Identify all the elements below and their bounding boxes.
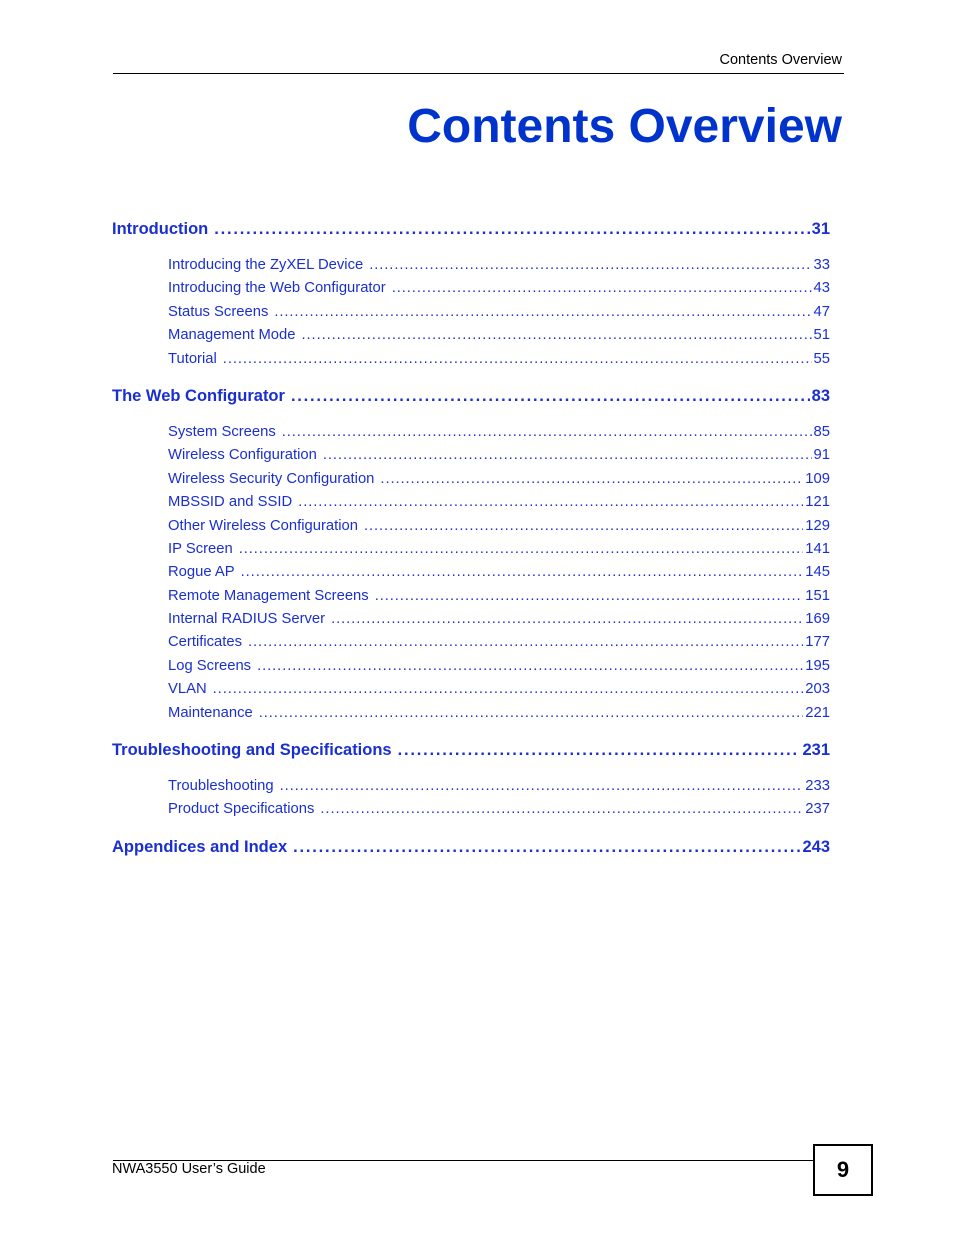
toc-chapter-label: Maintenance bbox=[168, 704, 253, 721]
toc-part-web-configurator[interactable] bbox=[112, 383, 830, 409]
toc-chapter[interactable] bbox=[168, 421, 830, 444]
toc-chapter-label: MBSSID and SSID bbox=[168, 494, 293, 511]
toc-chapter[interactable] bbox=[168, 631, 830, 654]
toc-chapter-group bbox=[112, 421, 830, 725]
toc-part-label: Appendices and Index bbox=[112, 837, 288, 856]
toc-chapter-label: Wireless Security Configuration bbox=[168, 470, 375, 487]
toc-leader bbox=[392, 277, 812, 300]
toc-chapter[interactable] bbox=[168, 301, 830, 324]
toc-leader bbox=[380, 468, 803, 491]
toc-leader bbox=[320, 798, 803, 821]
toc-page-number: 169 bbox=[805, 611, 830, 628]
toc-chapter[interactable] bbox=[168, 775, 830, 798]
toc-leader bbox=[282, 421, 812, 444]
toc-chapter[interactable] bbox=[168, 444, 830, 467]
toc-page-number: 109 bbox=[805, 470, 830, 487]
toc-page-number: 203 bbox=[805, 681, 830, 698]
toc-page-number: 221 bbox=[805, 704, 830, 721]
toc-page-number: 91 bbox=[813, 447, 830, 464]
toc-leader bbox=[331, 608, 803, 631]
page-title: Contents Overview bbox=[407, 100, 842, 153]
toc-page-number: 43 bbox=[813, 280, 830, 297]
toc-chapter-label: Troubleshooting bbox=[168, 778, 274, 795]
toc-page-number: 145 bbox=[805, 564, 830, 581]
toc-leader bbox=[239, 538, 804, 561]
toc-page-number: 47 bbox=[813, 303, 830, 320]
toc-chapter[interactable] bbox=[168, 655, 830, 678]
toc-chapter-label: Introducing the Web Configurator bbox=[168, 280, 386, 297]
toc-part-appendices[interactable] bbox=[112, 834, 830, 860]
toc-chapter[interactable] bbox=[168, 538, 830, 561]
toc-page-number: 233 bbox=[805, 778, 830, 795]
toc-page-number: 33 bbox=[813, 257, 830, 273]
toc-page-number: 243 bbox=[802, 837, 830, 856]
toc-page-number: 83 bbox=[811, 386, 830, 405]
toc-part-label: The Web Configurator bbox=[112, 386, 285, 405]
toc-part-troubleshooting[interactable] bbox=[112, 737, 830, 763]
toc-chapter[interactable] bbox=[168, 798, 830, 821]
toc-leader bbox=[364, 515, 803, 538]
toc-chapter-label: System Screens bbox=[168, 423, 276, 440]
toc-page-number: 55 bbox=[813, 350, 830, 367]
toc-page-number: 31 bbox=[811, 220, 830, 238]
table-of-contents bbox=[112, 216, 830, 872]
toc-leader bbox=[369, 254, 811, 277]
toc-chapter-label: Other Wireless Configuration bbox=[168, 517, 358, 534]
toc-chapter-label: Tutorial bbox=[168, 350, 217, 367]
toc-page-number: 129 bbox=[805, 517, 830, 534]
toc-leader bbox=[248, 631, 803, 654]
toc-chapter-label: Status Screens bbox=[168, 303, 269, 320]
toc-chapter[interactable] bbox=[168, 348, 830, 371]
toc-chapter[interactable] bbox=[168, 254, 830, 277]
toc-leader bbox=[298, 491, 803, 514]
toc-chapter[interactable] bbox=[168, 585, 830, 608]
toc-part-introduction[interactable] bbox=[112, 216, 830, 242]
toc-chapter[interactable] bbox=[168, 468, 830, 491]
footer-guide-name: NWA3550 User’s Guide bbox=[112, 1161, 266, 1177]
toc-leader bbox=[241, 561, 804, 584]
toc-chapter-group bbox=[112, 775, 830, 822]
toc-chapter-label: Management Mode bbox=[168, 327, 296, 344]
page-number-box: 9 bbox=[813, 1144, 873, 1196]
toc-part-label: Troubleshooting and Specifications bbox=[112, 741, 392, 760]
toc-leader bbox=[259, 702, 804, 725]
toc-chapter-label: Remote Management Screens bbox=[168, 587, 369, 604]
toc-page-number: 141 bbox=[805, 540, 830, 557]
toc-chapter[interactable] bbox=[168, 608, 830, 631]
toc-page-number: 121 bbox=[805, 494, 830, 511]
toc-page-number: 195 bbox=[805, 657, 830, 674]
toc-leader bbox=[223, 348, 812, 371]
toc-chapter[interactable] bbox=[168, 277, 830, 300]
toc-chapter[interactable] bbox=[168, 491, 830, 514]
toc-leader bbox=[375, 585, 804, 608]
toc-chapter-label: IP Screen bbox=[168, 540, 233, 557]
toc-chapter-label: VLAN bbox=[168, 681, 207, 698]
toc-chapter[interactable] bbox=[168, 702, 830, 725]
toc-page-number: 177 bbox=[805, 634, 830, 651]
toc-chapter[interactable] bbox=[168, 678, 830, 701]
toc-leader bbox=[214, 216, 809, 242]
toc-part-label: Introduction bbox=[112, 220, 209, 238]
toc-chapter-label: Certificates bbox=[168, 634, 243, 651]
toc-chapter[interactable] bbox=[168, 561, 830, 584]
toc-chapter-label: Rogue AP bbox=[168, 564, 235, 581]
toc-leader bbox=[257, 655, 803, 678]
toc-chapter-label: Wireless Configuration bbox=[168, 447, 317, 464]
toc-chapter-label: Internal RADIUS Server bbox=[168, 611, 326, 628]
toc-chapter[interactable] bbox=[168, 515, 830, 538]
toc-page-number: 237 bbox=[805, 801, 830, 818]
toc-leader bbox=[302, 324, 812, 347]
toc-chapter[interactable] bbox=[168, 324, 830, 347]
toc-chapter-label: Product Specifications bbox=[168, 801, 315, 818]
toc-leader bbox=[293, 834, 800, 860]
toc-page-number: 85 bbox=[813, 423, 830, 440]
toc-leader bbox=[274, 301, 811, 324]
toc-page-number: 231 bbox=[802, 741, 830, 760]
toc-leader bbox=[398, 737, 801, 763]
running-head: Contents Overview bbox=[719, 52, 842, 68]
toc-chapter-group bbox=[112, 254, 830, 371]
toc-page-number: 151 bbox=[805, 587, 830, 604]
toc-chapter-label: Introducing the ZyXEL Device bbox=[168, 257, 364, 273]
toc-page-number: 51 bbox=[813, 327, 830, 344]
header-rule bbox=[113, 73, 844, 74]
toc-chapter-label: Log Screens bbox=[168, 657, 252, 674]
toc-leader bbox=[323, 444, 812, 467]
toc-leader bbox=[280, 775, 804, 798]
toc-leader bbox=[291, 383, 810, 409]
toc-leader bbox=[213, 678, 804, 701]
